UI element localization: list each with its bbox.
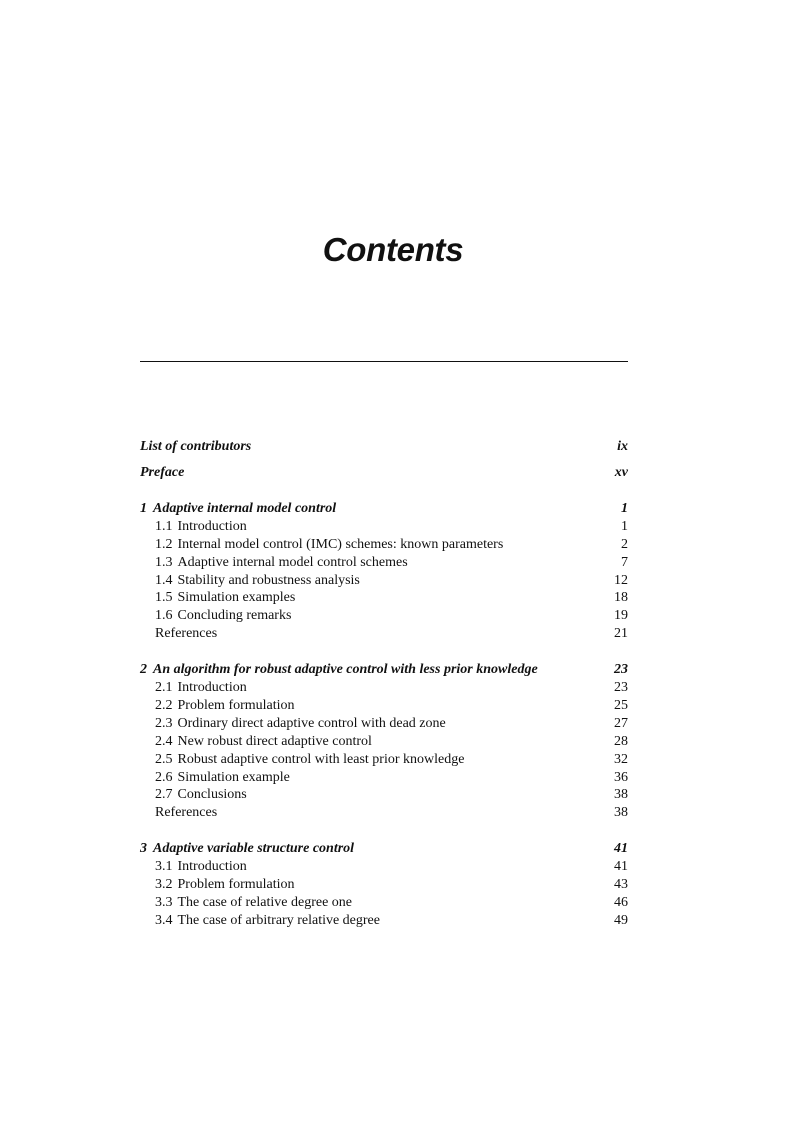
toc-chapter-entry[interactable] xyxy=(140,661,628,679)
toc-section-number: 1.4 xyxy=(155,572,173,588)
toc-section-heading xyxy=(155,769,290,787)
toc-entry-page: ix xyxy=(617,439,628,454)
toc-section-title: Introduction xyxy=(177,680,247,696)
toc-section-entry[interactable] xyxy=(140,912,628,930)
toc-section-page: 2 xyxy=(621,536,628,552)
toc-chapter-entry[interactable] xyxy=(140,840,628,858)
toc-section-entry[interactable] xyxy=(140,536,628,554)
toc-section-page: 1 xyxy=(621,518,628,534)
toc-section-heading xyxy=(155,786,247,804)
toc-section-entry[interactable] xyxy=(140,589,628,607)
toc-chapter-heading xyxy=(140,661,538,679)
toc-entry-title: List of contributors xyxy=(140,439,252,454)
toc-section-heading xyxy=(155,679,247,697)
toc-chapter-entry[interactable] xyxy=(140,500,628,518)
toc-section-page: 46 xyxy=(614,895,628,911)
toc-section-number: 2.7 xyxy=(155,787,173,803)
toc-section-title: Simulation examples xyxy=(177,590,296,606)
toc-section-page: 41 xyxy=(614,859,628,875)
toc-section-heading xyxy=(155,894,352,912)
toc-section-entry[interactable] xyxy=(140,733,628,751)
toc-section-number: 1.2 xyxy=(155,536,173,552)
toc-section-number: 2.6 xyxy=(155,769,173,785)
toc-section-page: 18 xyxy=(614,590,628,606)
toc-section-number: 1.1 xyxy=(155,518,173,534)
toc-chapter-number: 1 xyxy=(140,501,147,516)
toc-section-entry[interactable] xyxy=(140,858,628,876)
toc-section-entry[interactable] xyxy=(140,715,628,733)
toc-section-heading xyxy=(155,715,446,733)
title-divider xyxy=(140,361,628,362)
toc-section-number: 2.4 xyxy=(155,733,173,749)
toc-section-title: Robust adaptive control with least prior knowledge xyxy=(177,751,465,767)
toc-chapter-page: 23 xyxy=(614,662,628,678)
toc-section-heading xyxy=(155,572,360,590)
toc-section-heading xyxy=(155,912,380,930)
toc-section-heading xyxy=(155,697,295,715)
toc-section-page: 38 xyxy=(614,787,628,803)
table-of-contents xyxy=(140,438,628,930)
toc-section-page: 32 xyxy=(614,751,628,767)
toc-section-page: 19 xyxy=(614,608,628,624)
toc-section-heading xyxy=(155,554,408,572)
toc-section-page: 25 xyxy=(614,698,628,714)
toc-section-page: 21 xyxy=(614,626,628,642)
toc-section-entry[interactable] xyxy=(140,751,628,769)
toc-section-entry[interactable] xyxy=(140,804,628,840)
toc-section-title: References xyxy=(155,805,218,821)
toc-section-heading xyxy=(155,858,247,876)
toc-section-heading xyxy=(155,518,247,536)
toc-section-page: 49 xyxy=(614,912,628,928)
toc-section-title: Conclusions xyxy=(177,787,247,803)
toc-section-page: 23 xyxy=(614,680,628,696)
toc-section-page: 36 xyxy=(614,769,628,785)
toc-section-entry[interactable] xyxy=(140,679,628,697)
toc-section-number: 1.6 xyxy=(155,608,173,624)
toc-section-title: Introduction xyxy=(177,518,247,534)
toc-chapter-heading xyxy=(140,500,336,518)
toc-entry-title: Preface xyxy=(140,465,185,480)
toc-section-title: The case of relative degree one xyxy=(177,895,353,911)
toc-section-title: New robust direct adaptive control xyxy=(177,733,372,749)
toc-section-page: 38 xyxy=(614,805,628,821)
toc-section-entry[interactable] xyxy=(140,697,628,715)
toc-section-entry[interactable] xyxy=(140,572,628,590)
toc-section-entry[interactable] xyxy=(140,786,628,804)
toc-chapter-heading xyxy=(140,840,354,858)
toc-section-title: Internal model control (IMC) schemes: known parameters xyxy=(177,536,504,552)
toc-section-heading xyxy=(155,607,291,625)
toc-section-number: 1.5 xyxy=(155,590,173,606)
toc-section-number: 3.3 xyxy=(155,895,173,911)
page-title: Contents xyxy=(322,231,464,268)
toc-section-page: 28 xyxy=(614,733,628,749)
toc-section-entry[interactable] xyxy=(140,769,628,787)
toc-section-title: Introduction xyxy=(177,859,247,875)
toc-section-page: 43 xyxy=(614,877,628,893)
toc-chapter-page: 41 xyxy=(614,841,628,857)
toc-section-number: 3.4 xyxy=(155,912,173,928)
toc-section-entry[interactable] xyxy=(140,554,628,572)
toc-chapter-number: 3 xyxy=(140,841,147,857)
toc-section-page: 12 xyxy=(614,572,628,588)
toc-section-entry[interactable] xyxy=(140,607,628,625)
toc-section-heading xyxy=(155,733,372,751)
toc-section-entry[interactable] xyxy=(140,518,628,536)
toc-section-number: 3.1 xyxy=(155,859,173,875)
toc-section-entry[interactable] xyxy=(140,876,628,894)
toc-section-title: Simulation example xyxy=(177,769,290,785)
toc-section-heading xyxy=(155,589,295,607)
toc-section-heading xyxy=(155,751,464,769)
toc-front-matter-entry[interactable] xyxy=(140,464,628,500)
toc-section-title: Stability and robustness analysis xyxy=(177,572,360,588)
toc-front-matter-entry[interactable] xyxy=(140,438,628,464)
toc-section-number: 1.3 xyxy=(155,554,173,570)
toc-section-entry[interactable] xyxy=(140,894,628,912)
toc-entry-page: xv xyxy=(614,465,628,480)
toc-section-title: Problem formulation xyxy=(177,877,295,893)
toc-chapter-title: Adaptive internal model control xyxy=(153,501,337,516)
toc-section-title: Concluding remarks xyxy=(177,608,292,624)
toc-chapter-title: Adaptive variable structure control xyxy=(153,841,355,857)
toc-section-page: 27 xyxy=(614,715,628,731)
toc-chapter-title: An algorithm for robust adaptive control with less prior knowledge xyxy=(153,662,538,678)
toc-section-number: 2.5 xyxy=(155,751,173,767)
toc-section-heading xyxy=(155,536,503,554)
toc-section-entry[interactable] xyxy=(140,625,628,661)
toc-section-title: Problem formulation xyxy=(177,698,295,714)
toc-section-title: The case of arbitrary relative degree xyxy=(177,912,380,928)
toc-chapter-page: 1 xyxy=(621,501,628,516)
toc-chapter-number: 2 xyxy=(140,662,147,678)
toc-section-heading xyxy=(155,876,295,894)
toc-section-title: Adaptive internal model control schemes xyxy=(177,554,408,570)
toc-section-page: 7 xyxy=(621,554,628,570)
toc-section-heading xyxy=(155,804,217,822)
toc-section-heading xyxy=(155,625,217,643)
toc-section-number: 2.3 xyxy=(155,715,173,731)
toc-section-number: 2.1 xyxy=(155,680,173,696)
toc-section-number: 2.2 xyxy=(155,698,173,714)
toc-section-number: 3.2 xyxy=(155,877,173,893)
toc-section-title: References xyxy=(155,626,218,642)
toc-section-title: Ordinary direct adaptive control with dead zone xyxy=(177,715,446,731)
